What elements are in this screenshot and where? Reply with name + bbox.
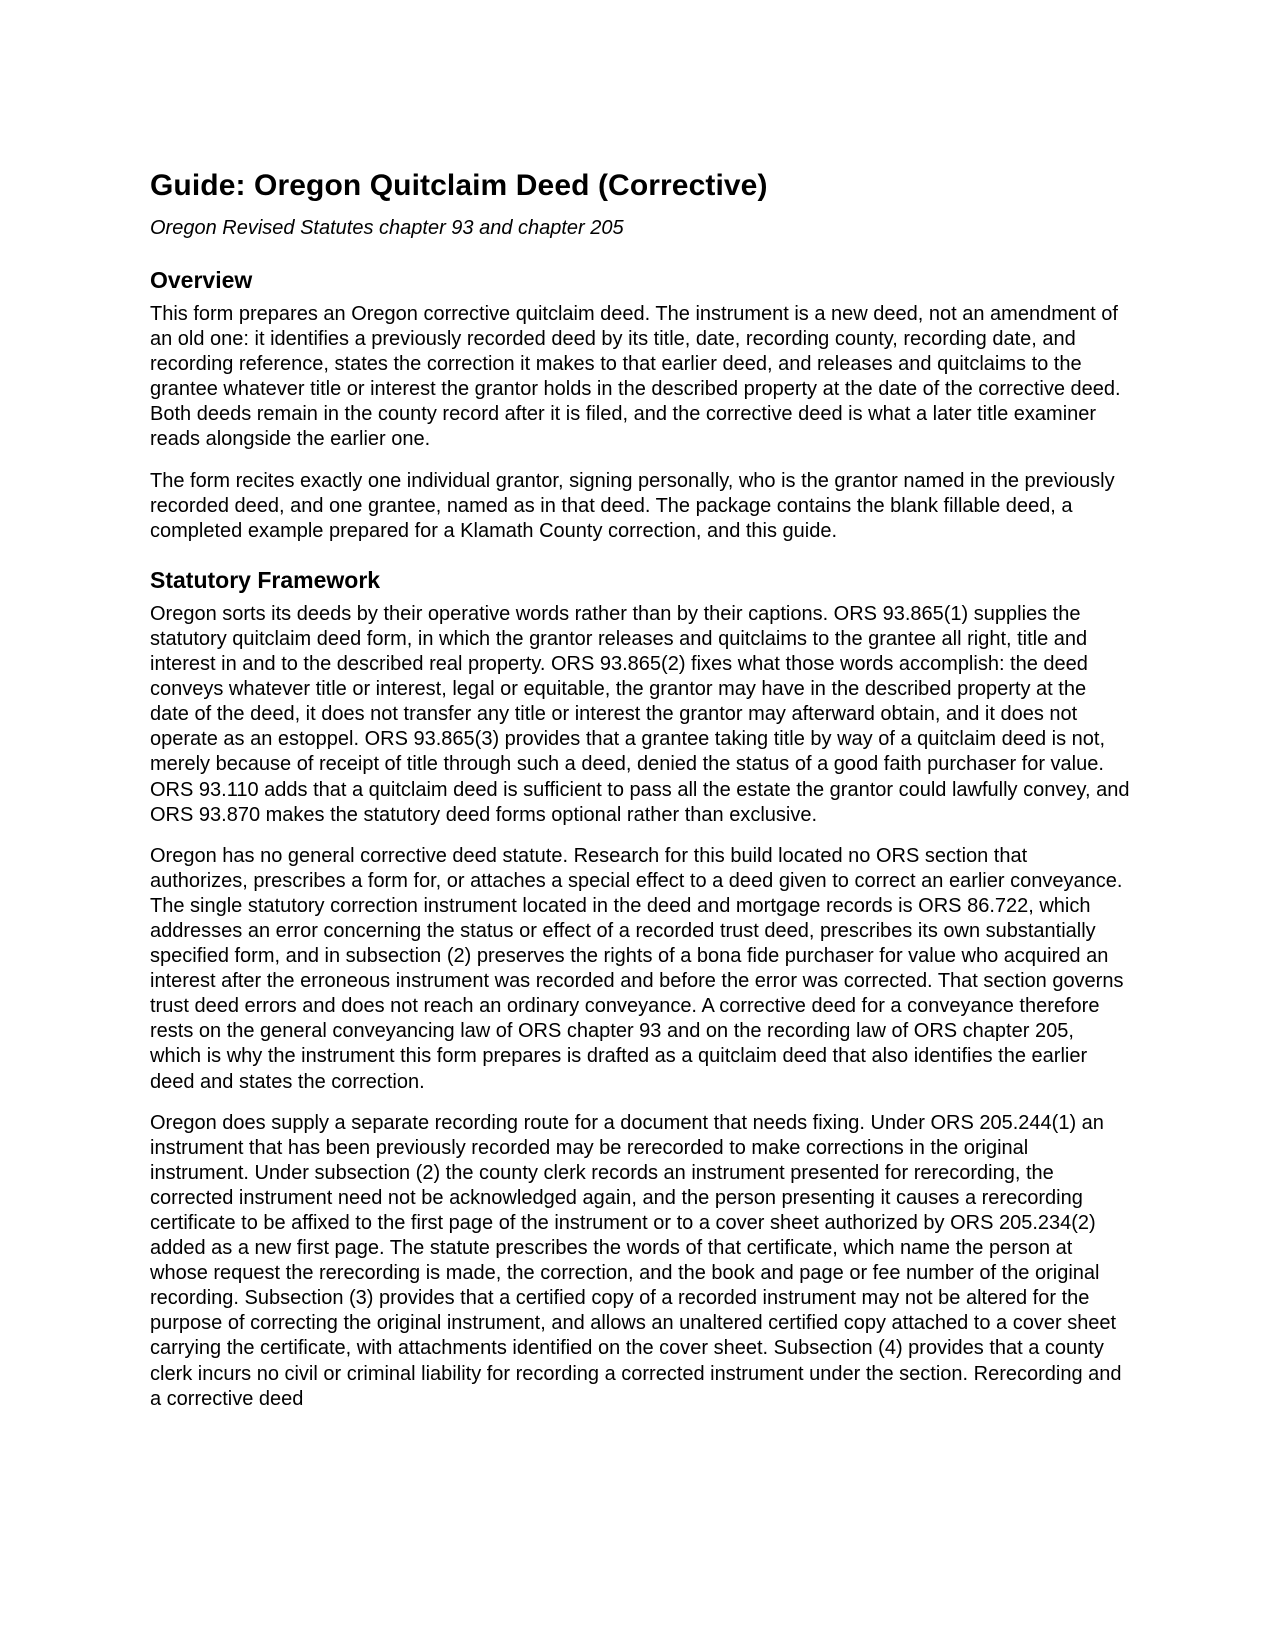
- document-page: [150, 168, 1130, 1412]
- framework-paragraph-1: Oregon sorts its deeds by their operative words rather than by their captions. ORS 93.865(1) supplies the statutory quitclaim deed form, in which the grantor releases and quitclaims to the grantee all right, title and interest in and to the described real property. ORS 93.865(2) fixes what those words accomplish: the deed conveys whatever title or interest, legal or equitable, the grantor may have in the described property at the date of the deed, it does not transfer any title or interest the grantor may afterward obtain, and it does not operate as an estoppel. ORS 93.865(3) provides that a grantee taking title by way of a quitclaim deed is not, merely because of receipt of title through such a deed, denied the status of a good faith purchaser for value. ORS 93.110 adds that a quitclaim deed is sufficient to pass all the estate the grantor could lawfully convey, and ORS 93.870 makes the statutory deed forms optional rather than exclusive.: [150, 602, 1130, 826]
- overview-paragraph-2: The form recites exactly one individual grantor, signing personally, who is the grantor named in the previously recorded deed, and one grantee, named as in that deed. The package contains the blank fillable deed, a completed example prepared for a Klamath County correction, and this guide.: [150, 469, 1115, 542]
- document-subtitle: Oregon Revised Statutes chapter 93 and chapter 205: [150, 217, 624, 239]
- framework-paragraph-2: Oregon has no general corrective deed statute. Research for this build located no ORS section that authorizes, prescribes a form for, or attaches a special effect to a deed given to correct an earlier conveyance. The single statutory correction instrument located in the deed and mortgage records is ORS 86.722, which addresses an error concerning the status or effect of a recorded trust deed, prescribes its own substantially specified form, and in subsection (2) preserves the rights of a bona fide purchaser for value who acquired an interest after the erroneous instrument was recorded and before the error was corrected. That section governs trust deed errors and does not reach an ordinary conveyance. A corrective deed for a conveyance therefore rests on the general conveyancing law of ORS chapter 93 and on the recording law of ORS chapter 205, which is why the instrument this form prepares is drafted as a quitclaim deed that also identifies the earlier deed and states the correction.: [150, 844, 1124, 1093]
- section-heading-overview: Overview: [150, 267, 253, 293]
- section-heading-statutory-framework: Statutory Framework: [150, 566, 381, 593]
- overview-paragraph-1: This form prepares an Oregon corrective quitclaim deed. The instrument is a new deed, not an amendment of an old one: it identifies a previously recorded deed by its title, date, recording county, recording date, and recording reference, states the correction it makes to that earlier deed, and releases and quitclaims to the grantee whatever title or interest the grantor holds in the described property at the date of the corrective deed. Both deeds remain in the county record after it is filed, and the corrective deed is what a later title examiner reads alongside the earlier one.: [150, 303, 1121, 451]
- section-overview: [150, 266, 1130, 544]
- document-title: Guide: Oregon Quitclaim Deed (Corrective): [150, 169, 768, 202]
- framework-paragraph-3: Oregon does supply a separate recording route for a document that needs fixing. Under ORS 205.244(1) an instrument that has been previously recorded may be rerecorded to make corrections in the original instrument. Under subsection (2) the county clerk records an instrument presented for rerecording, the corrected instrument need not be acknowledged again, and the person presenting it causes a rerecording certificate to be affixed to the first page of the instrument or to a cover sheet authorized by ORS 205.234(2) added as a new first page. The statute prescribes the words of that certificate, which name the person at whose request the rerecording is made, the correction, and the book and page or fee number of the original recording. Subsection (3) provides that a certified copy of a recorded instrument may not be altered for the purpose of correcting the original instrument, and allows an unaltered certified copy attached to a cover sheet carrying the certificate, with attachments identified on the cover sheet. Subsection (4) provides that a county clerk incurs no civil or criminal liability for recording a corrected instrument under the section. Rerecording and a corrective deed: [150, 1111, 1122, 1410]
- section-statutory-framework: [150, 566, 1130, 1412]
